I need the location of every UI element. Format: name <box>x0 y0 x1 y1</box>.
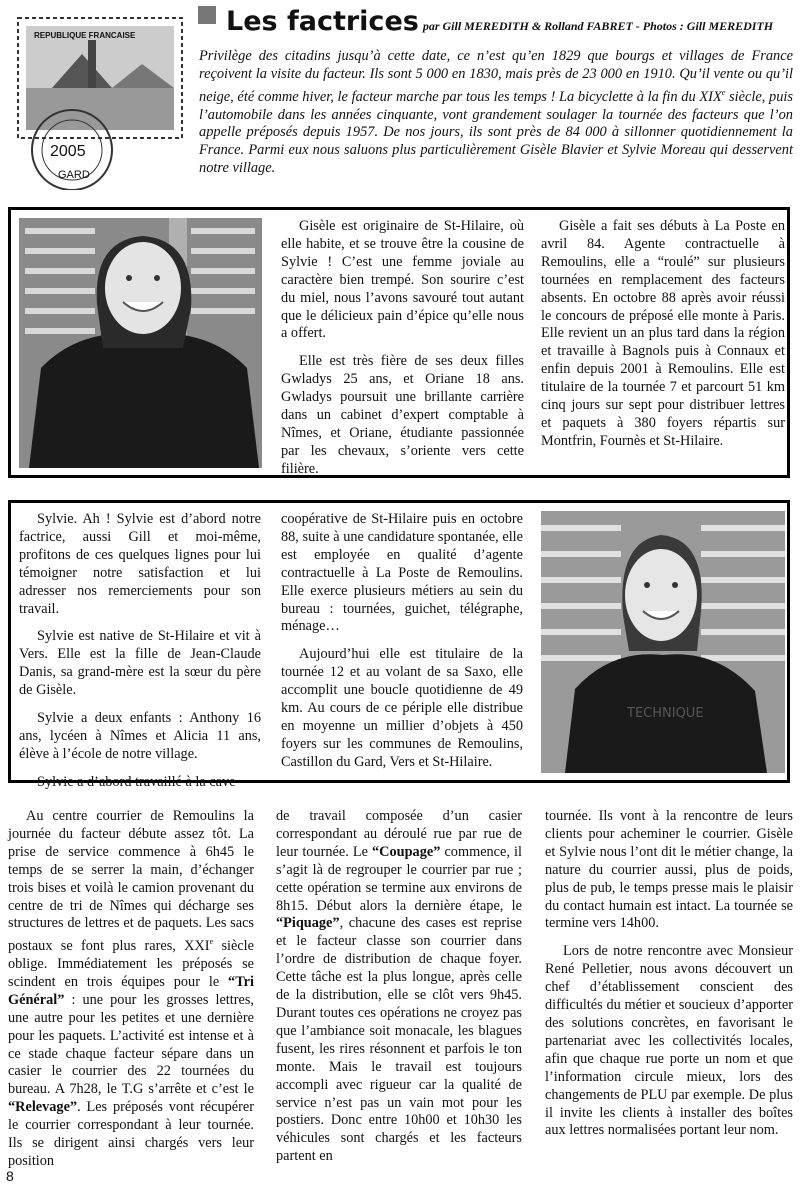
gisele-paragraph: Elle est très fière de ses deux filles Gwladys 25 ans, et Oriane 18 ans. Gwladys poursuit une brillante carrière dans un cabinet d’expert comptable à Nîmes, et Oriane, étudiante passionnée par les chevaux, s’oriente vers cette filière. <box>281 353 524 477</box>
stamp-country: REPUBLIQUE FRANCAISE <box>34 31 136 40</box>
gisele-text-column-1 <box>281 218 524 489</box>
sylvie-paragraph: Aujourd’hui elle est titulaire de la tournée 12 et au volant de sa Saxo, elle accomplit une boucle quotidienne de 49 km. Au cours de ce périple elle distribue en moyenne un millier d’objets à 450 foyers sur les communes de Remoulins, Castillon du Gard, Vers et St-Hilaire. <box>281 646 523 770</box>
gisele-profile-box <box>8 207 790 478</box>
sylvie-paragraph: Sylvie a d’abord travaillé à la cave <box>37 773 236 790</box>
article-column-3 <box>545 808 793 1150</box>
sylvie-paragraph: Sylvie est native de St-Hilaire et vit à Vers. Elle est la fille de Jean-Claude Danis, sa grand-mère est la sœur du père de Gisèle. <box>19 628 261 699</box>
gisele-paragraph: Gisèle est originaire de St-Hilaire, où elle habite, et se trouve être la cousine de Sylvie ! C’est une femme joviale au caractère bien trempé. Son sourire c’est du miel, nous l’avons savouré tout autant que le délicieux pain d’épice qu’elle nous a offert. <box>281 218 524 342</box>
article-column-1 <box>8 808 254 1181</box>
sylvie-paragraph: Sylvie. Ah ! Sylvie est d’abord notre factrice, aussi Gill et moi-même, profitons de ces quelques lignes pour lui témoigner notre satisfaction et lui adresser nos remerciements pour son travail. <box>19 511 261 617</box>
page-number: 8 <box>6 1168 14 1184</box>
gisele-text-column-2 <box>541 218 785 461</box>
sylvie-text-column-2 <box>281 511 523 782</box>
article-paragraph: Au centre courrier de Remoulins la journée du facteur débute assez tôt. La prise de service commence à 6h45 le temps de se serrer la main, d’échanger trois bises et voilà le camion provenant du centre de tri de Nîmes qui décharge ses structures de lettres et de paquets. Les sacs postaux se font plus rares, XXIe siècle oblige. Immédiatement les préposés se scindent en trois équipes pour le “Tri Général” : une pour les grosses lettres, une autre pour les petites et une dernière pour les paquets. L’activité est intense et à ce stade chaque facteur sépare dans un casier le courrier des 22 tournées du bureau. A 7h28, le T.G s’arrête et c’est le “Relevage”. Les préposés vont récupérer le courrier correspondant à leur tournée. Ils se dirigent ainsi chargés vers leur position <box>8 808 254 1169</box>
article-header <box>198 6 798 42</box>
postage-stamp <box>12 12 190 190</box>
article-title: Les factrices <box>226 6 419 37</box>
article-paragraph: tournée. Ils vont à la rencontre de leurs clients pour acheminer le courrier. Gisèle et Sylvie nous l’ont dit le métier change, la nature du courrier aussi, plus de poids, plus de pub, le temps presse mais le plaisir du contact humain est intact. La tournée se termine vers 14h00. <box>545 808 793 932</box>
article-paragraph: Lors de notre rencontre avec Monsieur René Pelletier, nous avons découvert un chef d’établissement conscient des difficultés du métier et soucieux d’apporter des solutions concrètes, en favorisant le partenariat avec les collectivités locales, afin que chaque rue porte un nom et que l’information circule mieux, lors des changements de PLU par exemple. De plus il invite les clients à installer des boîtes aux lettres normalisées portant leur nom. <box>545 943 793 1139</box>
intro-paragraph: Privilège des citadins jusqu’à cette date, ce n’est qu’en 1829 que bourgs et villages de France reçoivent la visite du facteur. Ils sont 5 000 en 1830, mais près de 23 000 en 1910. Qu’il vente ou qu’il neige, été comme hiver, le facteur marche par tous les temps ! La bicyclette à la fin du XIXe siècle, puis l’automobile dans les années cinquante, vont grandement soulager la tournée des facteurs que l’on appelle préposés depuis 1957. De nos jours, ils sont près de 84 000 à sillonner quotidiennement la France. Parmi eux nous saluons plus particulièrement Gisèle Blavier et Sylvie Moreau qui desservent notre village. <box>199 48 794 177</box>
article-paragraph: de travail composée d’un casier correspondant au déroulé rue par rue de leur tournée. Le “Coupage” commence, il s’agit là de regrouper le courrier par rue ; cette opération se termine aux environs de 8h15. Début alors la dernière étape, le “Piquage”, chacune des cases est reprise et le facteur classe son courrier dans l’ordre de distribution de chaque foyer. Cette tâche est la plus longue, après celle de la distribution, elle se clôt vers 9h45. Durant toutes ces opérations ne croyez pas que l’ambiance soit monacale, les blagues fusent, les rires résonnent et parfois le ton monte. Mais le travail est toujours accompli avec rigueur car la qualité de service n’est pas un vain mot pour les postiers. Donc entre 10h00 et 10h30 les véhicules sont chargés et les facteurs partent en <box>276 808 522 1165</box>
sylvie-photo <box>541 511 785 773</box>
sylvie-profile-box <box>8 500 790 790</box>
article-column-2 <box>276 808 522 1176</box>
stamp-year: 2005 <box>50 143 86 160</box>
square-bullet-icon <box>198 6 216 24</box>
shirt-lettering: TECHNIQUE <box>627 706 704 721</box>
article-credit: par Gill MEREDITH & Rolland FABRET - Photos : Gill MEREDITH <box>422 19 774 33</box>
stamp-place: GARD <box>58 169 90 181</box>
sylvie-text-column-1 <box>19 511 261 802</box>
sylvie-paragraph: Sylvie a deux enfants : Anthony 16 ans, lycéen à Nîmes et Alicia 11 ans, élève à l’école de notre village. <box>19 710 261 762</box>
gisele-paragraph: Gisèle a fait ses débuts à La Poste en avril 84. Agente contractuelle à Remoulins, elle a “roulé” sur plusieurs tournées en remplacement des facteurs absents. En octobre 88 après avoir réussi le concours de préposé elle monte à Paris. Elle revient un an plus tard dans la région et travaille à Bagnols puis à Connaux et enfin depuis 2001 à Remoulins. Elle est titulaire de la tournée 7 et parcourt 51 km cinq jours sur sept pour distribuer lettres et paquets à 380 foyers répartis sur Montfrin, Fournès et St-Hilaire. <box>541 218 785 449</box>
gisele-photo <box>19 218 262 468</box>
sylvie-paragraph: coopérative de St-Hilaire puis en octobre 88, suite à une candidature spontanée, elle est employée en qualité d’agente contractuelle à La Poste de Remoulins. Elle exerce plusieurs métiers au sein du bureau : tournées, guichet, télégraphe, ménage… <box>281 511 523 635</box>
